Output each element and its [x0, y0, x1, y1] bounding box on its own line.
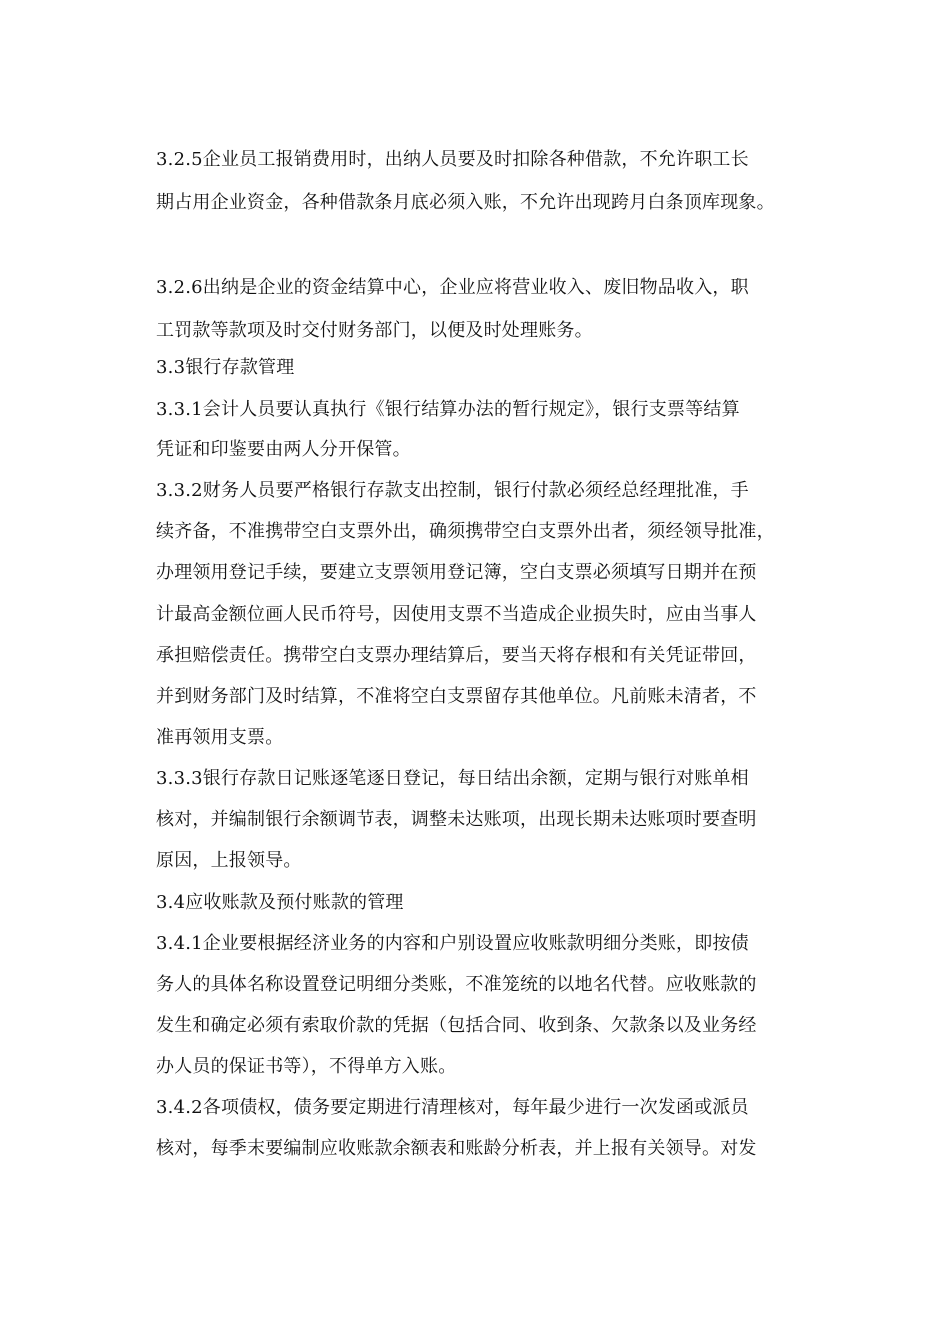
text-line: 续齐备，不准携带空白支票外出，确须携带空白支票外出者，须经领导批准，	[156, 521, 775, 542]
text-line: 3.2.5企业员工报销费用时，出纳人员要及时扣除各种借款，不允许职工长	[156, 149, 749, 170]
text-line: 计最高金额位画人民币符号，因使用支票不当造成企业损失时，应由当事人	[156, 604, 757, 625]
text-line: 3.3.1会计人员要认真执行《银行结算办法的暂行规定》，银行支票等结算	[156, 399, 740, 420]
text-line: 务人的具体名称设置登记明细分类账，不准笼统的以地名代替。应收账款的	[156, 974, 757, 995]
text-line: 工罚款等款项及时交付财务部门，以便及时处理账务。	[156, 320, 593, 341]
text-line: 办人员的保证书等），不得单方入账。	[156, 1056, 457, 1077]
text-line: 发生和确定必须有索取价款的凭据（包括合同、收到条、欠款条以及业务经	[156, 1015, 757, 1036]
text-line: 凭证和印鉴要由两人分开保管。	[156, 439, 411, 460]
text-line: 办理领用登记手续，要建立支票领用登记簿，空白支票必须填写日期并在预	[156, 562, 757, 583]
text-line: 准再领用支票。	[156, 727, 284, 748]
text-line: 3.4.2各项债权，债务要定期进行清理核对，每年最少进行一次发函或派员	[156, 1097, 749, 1118]
text-line: 并到财务部门及时结算，不准将空白支票留存其他单位。凡前账未清者，不	[156, 686, 757, 707]
section-heading: 3.3银行存款管理	[156, 357, 295, 378]
text-line: 3.4.1企业要根据经济业务的内容和户别设置应收账款明细分类账，即按债	[156, 933, 749, 954]
text-line: 原因，上报领导。	[156, 850, 302, 871]
text-line: 核对，并编制银行余额调节表，调整未达账项，出现长期未达账项时要查明	[156, 809, 757, 830]
text-line: 承担赔偿责任。携带空白支票办理结算后，要当天将存根和有关凭证带回，	[156, 645, 757, 666]
text-line: 核对，每季末要编制应收账款余额表和账龄分析表，并上报有关领导。对发	[156, 1138, 757, 1159]
section-heading: 3.4应收账款及预付账款的管理	[156, 892, 404, 913]
text-line: 3.3.2财务人员要严格银行存款支出控制，银行付款必须经总经理批准，手	[156, 480, 749, 501]
text-line: 3.3.3银行存款日记账逐笔逐日登记，每日结出余额，定期与银行对账单相	[156, 768, 749, 789]
text-line: 3.2.6出纳是企业的资金结算中心，企业应将营业收入、废旧物品收入，职	[156, 277, 749, 298]
text-line: 期占用企业资金，各种借款条月底必须入账，不允许出现跨月白条顶库现象。	[156, 192, 775, 213]
